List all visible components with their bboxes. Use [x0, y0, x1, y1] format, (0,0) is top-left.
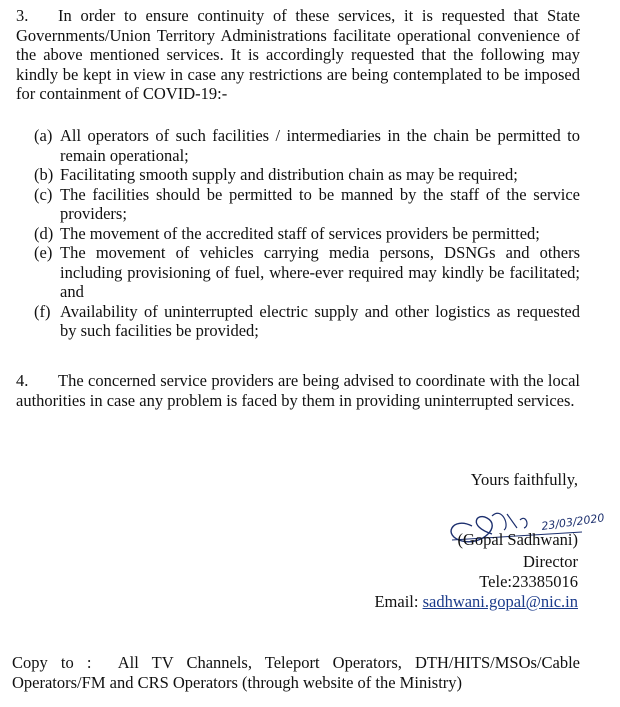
list-item: (d) The movement of the accredited staff of services providers be permitted;	[34, 223, 540, 243]
list-item: (c) The facilities should be permitted to be manned by the staff of the service providers;	[34, 184, 580, 223]
list-item: (f) Availability of uninterrupted electric supply and other logistics as requested by such facilities be provided;	[34, 301, 580, 340]
list-item: (a) All operators of such facilities / intermediaries in the chain be permitted to remain operational;	[34, 126, 580, 165]
email-label: Email:	[374, 592, 419, 611]
paragraph-text: The concerned service providers are being advised to coordinate with the local authorities in case any problem is faced by them in providing uninterrupted services.	[16, 371, 580, 410]
paragraph-text: In order to ensure continuity of these services, it is requested that State Governments/Union Territory Administrations facilitate operational convenience of the above mentioned services. It is accordingly requested that the following may kindly be kept in view in case any restrictions are being contemplated to be imposed for containment of COVID-19:-	[16, 6, 580, 103]
email-link[interactable]: sadhwani.gopal@nic.in	[422, 592, 578, 611]
list-item: (b) Facilitating smooth supply and distribution chain as may be required;	[34, 165, 518, 184]
signatory-name: (Gopal Sadhwani)	[457, 530, 578, 549]
paragraph-number: 3.	[16, 6, 29, 25]
paragraph-3	[16, 6, 580, 104]
handwritten-date: 23/03/2020	[540, 511, 606, 533]
list-item: (e) The movement of vehicles carrying media persons, DSNGs and others including provisioning of fuel, where-ever required may kindly be facilitated; and	[34, 243, 580, 301]
paragraph-number: 4.	[16, 371, 29, 390]
signatory-designation: Director	[523, 552, 578, 571]
signatory-email	[374, 592, 578, 612]
requirements-list	[34, 126, 580, 341]
copy-to	[12, 653, 580, 693]
closing-line: Yours faithfully,	[470, 470, 578, 489]
paragraph-4	[16, 371, 580, 410]
signatory-telephone: Tele:23385016	[479, 572, 578, 591]
copy-to-label: Copy to :	[12, 653, 92, 672]
copy-to-recipients: All TV Channels, Teleport Operators, DTH/HITS/MSOs/Cable Operators/FM and CRS Operators (through website of the Ministry)	[12, 653, 580, 692]
